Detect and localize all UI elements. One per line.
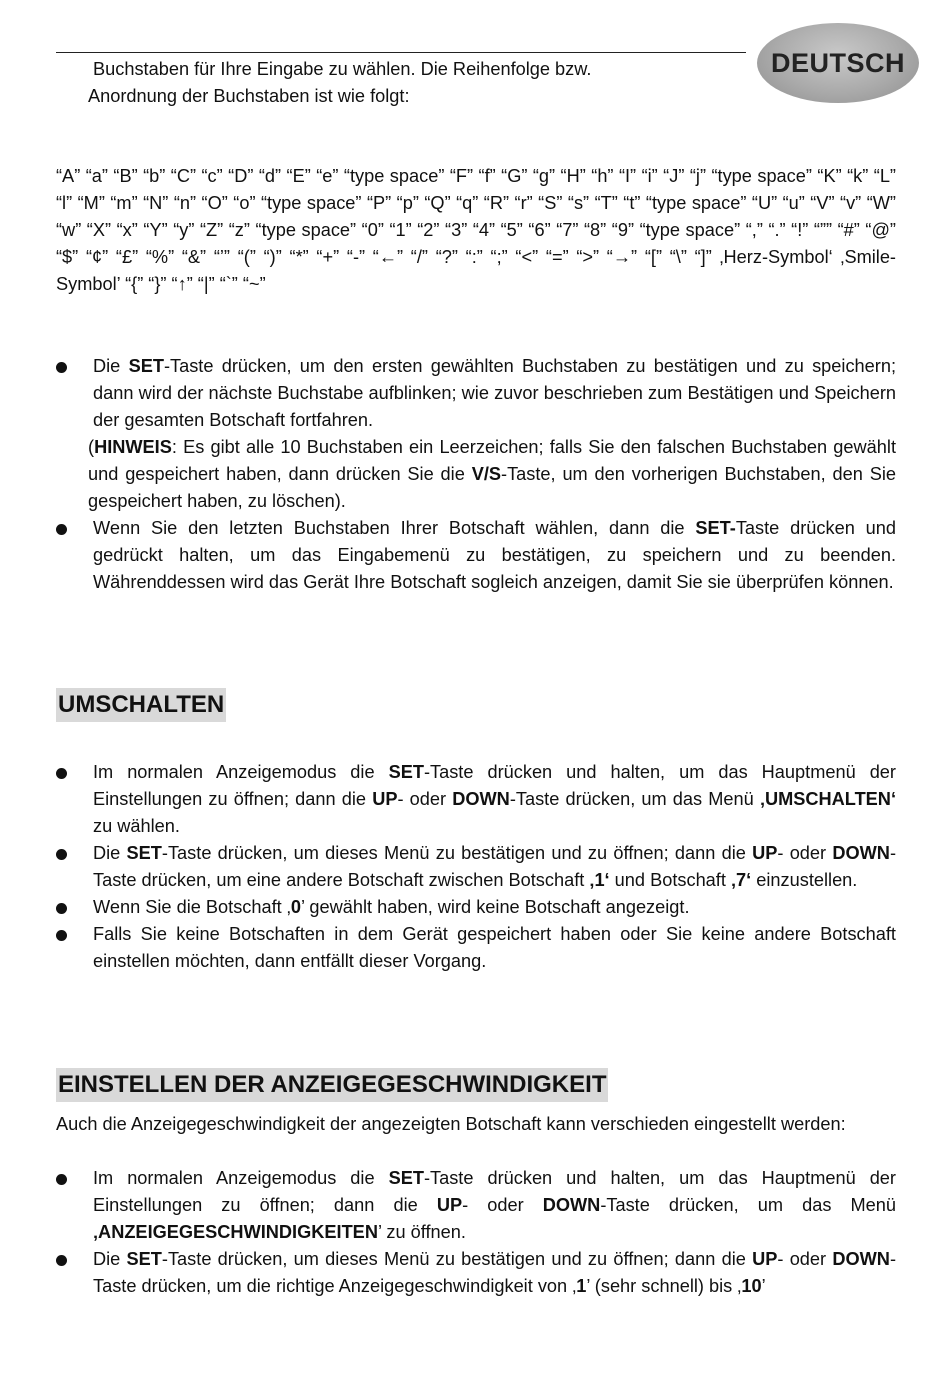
speed-intro: Auch die Anzeigegeschwindigkeit der angezeigten Botschaft kann verschieden eingestellt werden: (56, 1114, 846, 1134)
language-badge: DEUTSCH (757, 23, 919, 103)
list-item: Wenn Sie den letzten Buchstaben Ihrer Botschaft wählen, dann die SET-Taste drücken und gedrückt halten, um das Eingabemenü zu bestätigen, zu speichern und zu beenden. Währenddessen wird das Gerät Ihre Botschaft sogleich anzeigen, damit Sie sie überprüfen können. (56, 515, 896, 596)
umschalten-list (56, 759, 896, 975)
character-sequence: “A” “a” “B” “b” “C” “c” “D” “d” “E” “e” “type space” “F” “f” “G” “g” “H” “h” “I” “i” “J” “j” “type space” “K” “k” “L” “l” “M” “m” “N” “n” “O” “o” “type space” “P” “p” “Q” “q” “R” “r” “S” “s” “T” “t” “type space” “U” “u” “V” “v” “W” “w” “X” “x” “Y” “y” “Z” “z” “type space” “0” “1” “2” “3” “4” “5” “6” “7” “8” “9” “type space” “,” “.” “!” “”” “#” “@” “$” “¢” “£” “%” “&” “’” “(” “)” “*” “+” “-” “←” “/” “?” “:” “;” “<” “=” “>” “→” “[” “\” “]” ‚Herz-Symbol‘ ‚Smile-Symbol’ “{” “}” “↑” “|” “`” “~” (56, 166, 896, 294)
intro-line-2: Anordnung der Buchstaben ist wie folgt: (88, 86, 410, 106)
list-item: Die SET-Taste drücken, um dieses Menü zu bestätigen und zu öffnen; dann die UP- oder DOWN-Taste drücken, um eine andere Botschaft zwischen Botschaft ‚1‘ und Botschaft ‚7‘ einzustellen. (56, 840, 896, 894)
list-item: Im normalen Anzeigemodus die SET-Taste drücken und halten, um das Hauptmenü der Einstellungen zu öffnen; dann die UP- oder DOWN-Taste drücken, um das Menü ‚UMSCHALTEN‘ zu wählen. (56, 759, 896, 840)
intro-line-1: Buchstaben für Ihre Eingabe zu wählen. Die Reihenfolge bzw. (93, 59, 592, 79)
speed-list (56, 1165, 896, 1300)
header-rule (56, 52, 746, 53)
section-title-speed: EINSTELLEN DER ANZEIGEGESCHWINDIGKEIT (56, 1068, 608, 1102)
list-item: Die SET-Taste drücken, um dieses Menü zu bestätigen und zu öffnen; dann die UP- oder DOWN-Taste drücken, um die richtige Anzeigegeschwindigkeit von ‚1’ (sehr schnell) bis ‚10’ (56, 1246, 896, 1300)
note-hinweis: (HINWEIS: Es gibt alle 10 Buchstaben ein Leerzeichen; falls Sie den falschen Buchstaben gewählt und gespeichert haben, dann drücken Sie die V/S-Taste, um den vorherigen Buchstaben, den Sie gespeichert haben, zu löschen). (88, 437, 896, 511)
list-item: Wenn Sie die Botschaft ‚0’ gewählt haben, wird keine Botschaft angezeigt. (56, 894, 896, 921)
list-item: Die SET-Taste drücken, um den ersten gewählten Buchstaben zu bestätigen und zu speichern; dann wird der nächste Buchstabe aufblinken; wie zuvor beschrieben zum Bestätigen und Speichern der gesamten Botschaft fortfahren. (56, 353, 896, 434)
section-title-umschalten: UMSCHALTEN (56, 688, 226, 722)
intro-text (88, 56, 748, 110)
list-item: Im normalen Anzeigemodus die SET-Taste drücken und halten, um das Hauptmenü der Einstellungen zu öffnen; dann die UP- oder DOWN-Taste drücken, um das Menü ‚ANZEIGEGESCHWINDIGKEITEN’ zu öffnen. (56, 1165, 896, 1246)
set-instructions (56, 353, 896, 596)
list-item: Falls Sie keine Botschaften in dem Gerät gespeichert haben oder Sie keine andere Botschaft einstellen möchten, dann entfällt dieser Vorgang. (56, 921, 896, 975)
